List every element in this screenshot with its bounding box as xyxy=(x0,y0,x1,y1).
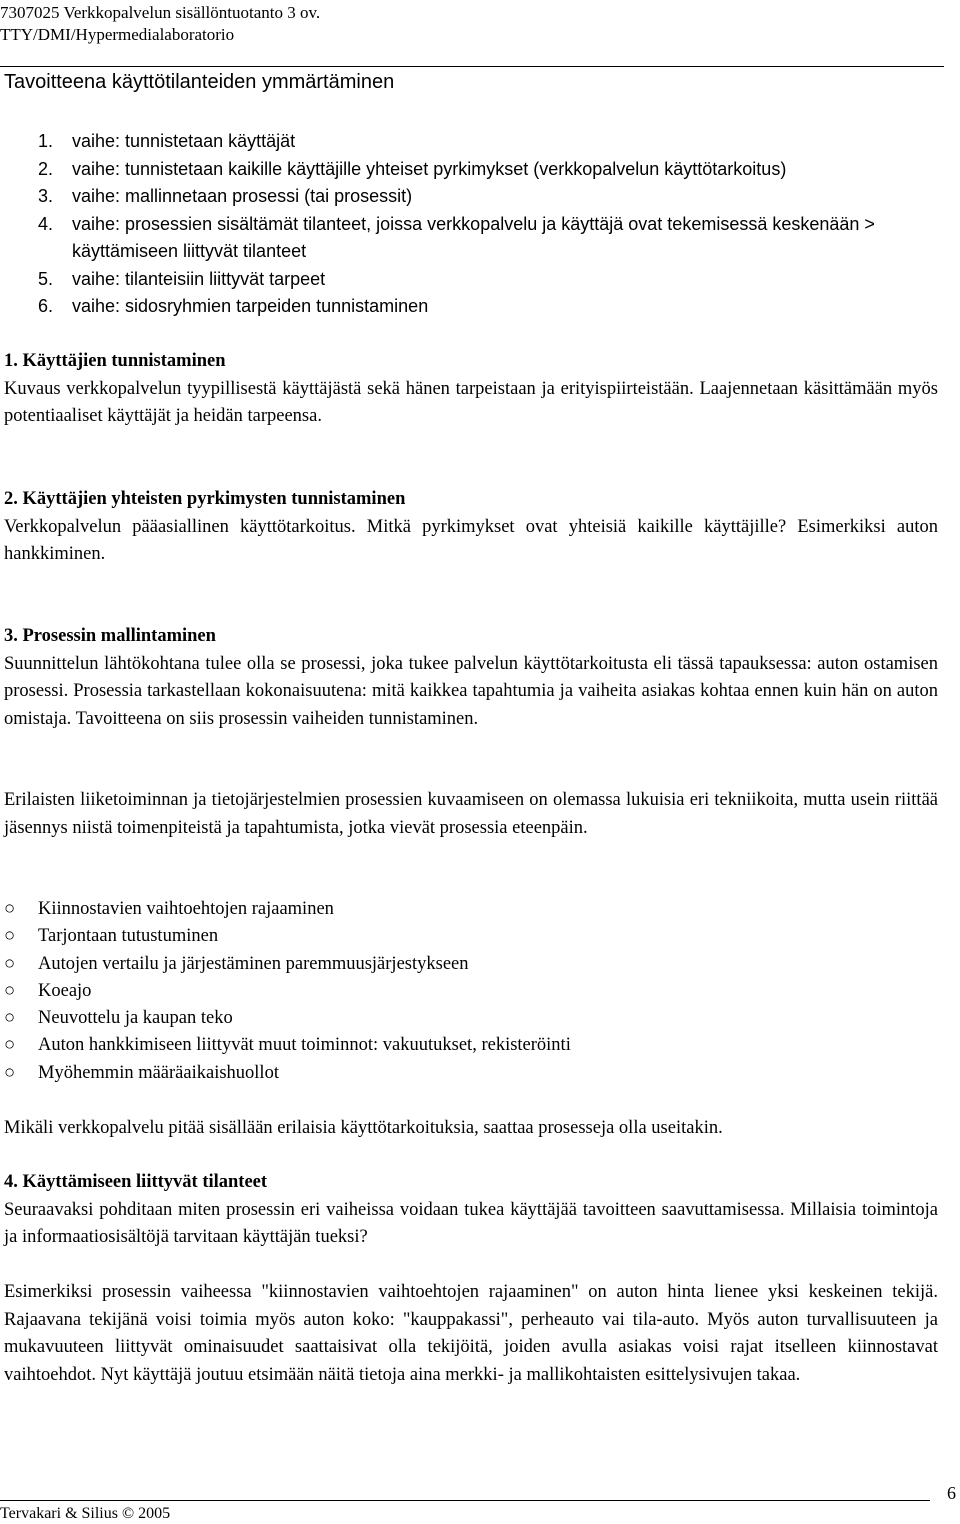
circle-bullet-icon: ○ xyxy=(4,980,16,1001)
step-item xyxy=(38,266,958,294)
list-item xyxy=(4,978,934,1005)
course-line: 7307025 Verkkopalvelun sisällöntuotanto 3 ov. xyxy=(0,3,321,22)
list-item-text: Autojen vertailu ja järjestäminen paremmuusjärjestykseen xyxy=(38,953,469,974)
list-item-text: Neuvottelu ja kaupan teko xyxy=(38,1008,233,1029)
paragraph-example: Esimerkiksi prosessin vaiheessa "kiinnostavien vaihtoehtojen rajaaminen" on auton hinta lienee yksi keskeinen tekijä. Rajaavana tekijänä voisi toimia myös auton koko: "kauppakassi", perheauto vai tila-auto. Myös auton turvallisuuteen ja mukavuuteen liittyvät ominaisuudet saattaisivat olla tekijöitä, joiden avulla asiakas voisi rajat itselleen kiinnostavat vaihtoehdot. Nyt käyttäjä joutuu etsimään näitä tietoja aina merkki- ja mallikohtaisten esittelysivujen takaa. xyxy=(4,1282,938,1385)
circle-bullet-icon: ○ xyxy=(4,953,16,974)
section-heading: 3. Prosessin mallintaminen xyxy=(4,626,216,646)
header-rule xyxy=(0,66,944,67)
step-item xyxy=(38,128,958,156)
step-number: 4. xyxy=(38,213,54,234)
list-item xyxy=(4,951,934,978)
circle-bullet-icon: ○ xyxy=(4,1035,16,1056)
section-usage-situations xyxy=(4,1169,938,1252)
circle-bullet-icon: ○ xyxy=(4,1008,16,1029)
section-user-identification xyxy=(4,348,938,431)
section-process-modelling xyxy=(4,623,938,733)
footer-credit: Tervakari & Silius © 2005 xyxy=(0,1505,171,1522)
section-heading: 2. Käyttäjien yhteisten pyrkimysten tunnistaminen xyxy=(4,489,406,509)
list-item-text: Tarjontaan tutustuminen xyxy=(38,926,219,947)
list-item xyxy=(4,1032,934,1059)
list-item xyxy=(4,1005,934,1032)
step-number: 2. xyxy=(38,158,54,179)
step-item xyxy=(38,183,958,211)
step-item xyxy=(38,293,958,321)
section-heading: 4. Käyttämiseen liittyvät tilanteet xyxy=(4,1172,268,1192)
step-number: 6. xyxy=(38,296,54,316)
list-item xyxy=(4,923,934,950)
list-item-text: Koeajo xyxy=(38,980,92,1001)
step-text: vaihe: prosessien sisältämät tilanteet, joissa verkkopalvelu ja käyttäjä ovat tekemisessä keskenään > käyttämiseen liittyvät tilanteet xyxy=(72,213,875,261)
step-text: vaihe: mallinnetaan prosessi (tai prosessit) xyxy=(72,186,413,206)
step-text: vaihe: tilanteisiin liittyvät tarpeet xyxy=(72,268,326,289)
section-body: Suunnittelun lähtökohtana tulee olla se prosessi, joka tukee palvelun käyttötarkoitusta eli tässä tapauksessa: auton ostamisen prosessi. Prosessia tarkastellaan kokonaisuutena: mitä kaikkea tapahtumia ja vaiheita asiakas kohtaa ennen kuin hän on auton omistaja. Tavoitteena on siis prosessin vaiheiden tunnistaminen. xyxy=(4,653,938,729)
list-item xyxy=(4,1060,934,1087)
process-phase-list xyxy=(4,896,934,1087)
list-item-text: Myöhemmin määräaikaishuollot xyxy=(38,1062,279,1083)
paragraph-multiple-purposes: Mikäli verkkopalvelu pitää sisällään erilaisia käyttötarkoituksia, saattaa prosesseja olla useitakin. xyxy=(4,1118,723,1138)
section-body: Verkkopalvelun pääasiallinen käyttötarkoitus. Mitkä pyrkimykset ovat yhteisiä kaikille käyttäjille? Esimerkiksi auton hankkiminen. xyxy=(4,516,938,564)
step-number: 3. xyxy=(38,186,54,206)
section-common-goals xyxy=(4,486,938,569)
circle-bullet-icon: ○ xyxy=(4,899,16,919)
step-item xyxy=(38,156,958,184)
step-text: vaihe: tunnistetaan käyttäjät xyxy=(72,131,296,151)
list-item-text: Auton hankkimiseen liittyvät muut toiminnot: vakuutukset, rekisteröinti xyxy=(38,1035,571,1056)
document-header xyxy=(0,2,320,46)
page-number: 6 xyxy=(947,1483,956,1503)
step-number: 1. xyxy=(38,131,54,151)
step-number: 5. xyxy=(38,268,54,289)
footer-rule xyxy=(0,1500,930,1501)
circle-bullet-icon: ○ xyxy=(4,1062,16,1083)
section-body: Seuraavaksi pohditaan miten prosessin eri vaiheissa voidaan tukea käyttäjää tavoitteen saavuttamisessa. Millaisia toimintoja ja informaatiosisältöjä tarvitaan käyttäjän tueksi? xyxy=(4,1199,938,1247)
paragraph-techniques: Erilaisten liiketoiminnan ja tietojärjestelmien prosessien kuvaamiseen on olemassa lukuisia eri tekniikoita, mutta usein riittää jäsennys niistä toimenpiteistä ja tapahtumista, jotka vievät prosessia eteenpäin. xyxy=(4,790,938,838)
steps-list xyxy=(38,128,958,321)
page-title: Tavoitteena käyttötilanteiden ymmärtäminen xyxy=(4,71,395,93)
list-item-text: Kiinnostavien vaihtoehtojen rajaaminen xyxy=(38,899,334,919)
step-text: vaihe: sidosryhmien tarpeiden tunnistaminen xyxy=(72,296,429,316)
circle-bullet-icon: ○ xyxy=(4,926,16,947)
step-item xyxy=(38,211,958,266)
list-item xyxy=(4,896,934,923)
step-text: vaihe: tunnistetaan kaikille käyttäjille yhteiset pyrkimykset (verkkopalvelun käyttötarkoitus) xyxy=(72,158,787,179)
department-line: TTY/DMI/Hypermedialaboratorio xyxy=(0,25,235,44)
section-body: Kuvaus verkkopalvelun tyypillisestä käyttäjästä sekä hänen tarpeistaan ja erityispiirteistään. Laajennetaan käsittämään myös potentiaaliset käyttäjät ja heidän tarpeensa. xyxy=(4,378,938,426)
section-heading: 1. Käyttäjien tunnistaminen xyxy=(4,351,226,371)
